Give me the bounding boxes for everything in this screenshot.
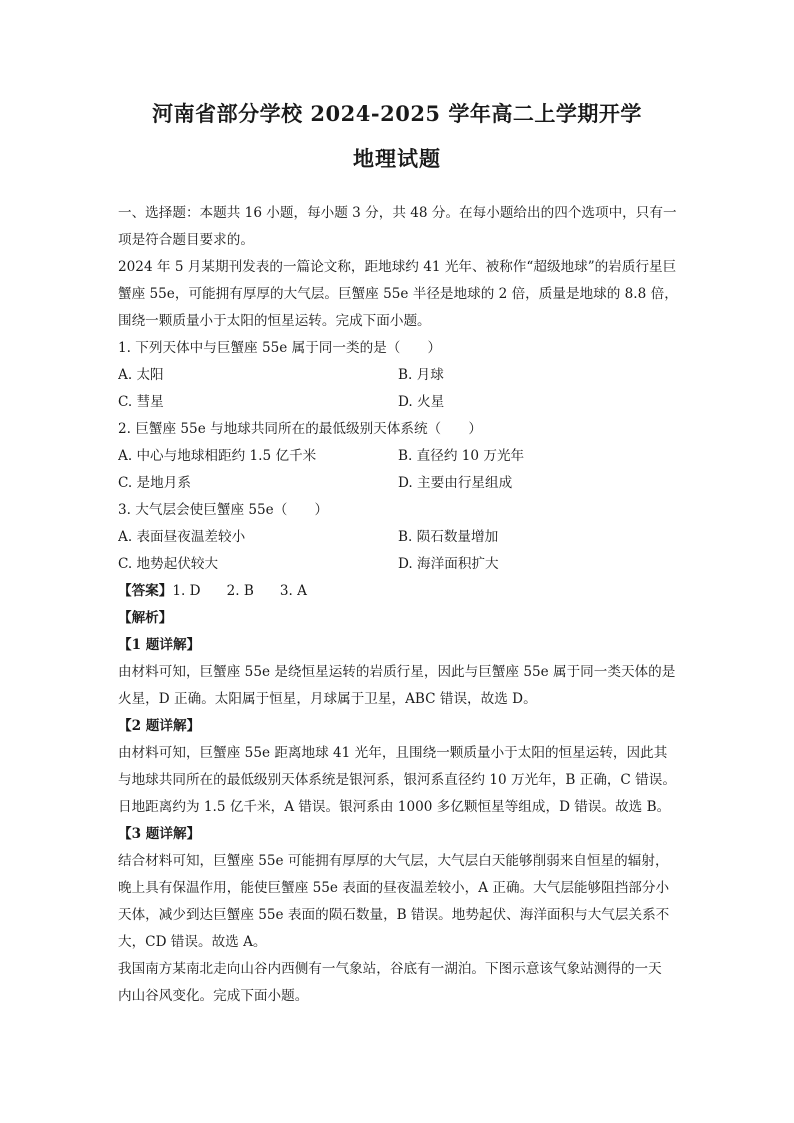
- option-b: B. 陨石数量增加: [398, 529, 499, 545]
- question-2-options-row: [118, 470, 678, 497]
- detail-2-line: 由材料可知，巨蟹座 55e 距离地球 41 光年，且围绕一颗质量小于太阳的恒星运转，因此其: [118, 745, 668, 761]
- material-2-line: 我国南方某南北走向山谷内西侧有一气象站，谷底有一湖泊。下图示意该气象站测得的一天: [118, 961, 662, 977]
- option-b: B. 直径约 10 万光年: [398, 448, 525, 464]
- option-a: A. 表面昼夜温差较小: [118, 529, 246, 545]
- answer-1: 1. D: [172, 583, 201, 599]
- section-intro-line: 一、选择题：本题共 16 小题，每小题 3 分，共 48 分。在每小题给出的四个选项中，只有一: [118, 205, 677, 221]
- section-intro-line: 项是符合题目要求的。: [118, 232, 254, 248]
- document-body: [118, 200, 678, 1010]
- answer-3: 3. A: [279, 583, 307, 599]
- detail-1-line: 火星，D 正确。太阳属于恒星，月球属于卫星，ABC 错误，故选 D。: [118, 691, 537, 707]
- detail-1-line: 由材料可知，巨蟹座 55e 是绕恒星运转的岩质行星，因此与巨蟹座 55e 属于同一类天体的是: [118, 664, 676, 680]
- question-2-options-row: [118, 443, 678, 470]
- material-line: 2024 年 5 月某期刊发表的一篇论文称，距地球约 41 光年、被称作“超级地球”的岩质行星巨: [118, 259, 677, 275]
- option-d: D. 火星: [398, 394, 445, 410]
- detail-2-line: 与地球共同所在的最低级别天体系统是银河系，银河系直径约 10 万光年，B 正确，C 错误。: [118, 772, 676, 788]
- question-3-options-row: [118, 551, 678, 578]
- option-c: C. 是地月系: [118, 475, 191, 491]
- material-2-line: 内山谷风变化。完成下面小题。: [118, 988, 309, 1004]
- option-d: D. 海洋面积扩大: [398, 556, 499, 572]
- analysis-label: 【解析】: [118, 610, 173, 626]
- answer-line: [118, 578, 678, 605]
- material-line: 蟹座 55e，可能拥有厚厚的大气层。巨蟹座 55e 半径是地球的 2 倍，质量是地球的 8.8 倍，: [118, 286, 678, 302]
- question-3-options-row: [118, 524, 678, 551]
- question-1-options-row: [118, 362, 678, 389]
- detail-2-label: 【2 题详解】: [118, 718, 201, 734]
- detail-3-line: 晚上具有保温作用，能使巨蟹座 55e 表面的昼夜温差较小，A 正确。大气层能够阻挡部分小: [118, 880, 670, 896]
- option-b: B. 月球: [398, 367, 444, 383]
- detail-3-line: 大，CD 错误。故选 A。: [118, 934, 267, 950]
- option-d: D. 主要由行星组成: [398, 475, 513, 491]
- answer-label: 【答案】: [118, 583, 173, 599]
- detail-3-line: 天体，减少到达巨蟹座 55e 表面的陨石数量，B 错误。地势起伏、海洋面积与大气层关系不: [118, 907, 670, 923]
- option-c: C. 地势起伏较大: [118, 556, 219, 572]
- question-1-stem: 1. 下列天体中与巨蟹座 55e 属于同一类的是（ ）: [118, 340, 442, 356]
- option-a: A. 太阳: [118, 367, 164, 383]
- question-2-stem: 2. 巨蟹座 55e 与地球共同所在的最低级别天体系统（ ）: [118, 421, 482, 437]
- detail-3-line: 结合材料可知，巨蟹座 55e 可能拥有厚厚的大气层，大气层白天能够削弱来自恒星的辐射，: [118, 853, 669, 869]
- document-subtitle: 地理试题: [353, 146, 441, 171]
- answer-2: 2. B: [226, 583, 254, 599]
- detail-2-line: 日地距离约为 1.5 亿千米，A 错误。银河系由 1000 多亿颗恒星等组成，D 错误。故选 B。: [118, 799, 671, 815]
- detail-3-label: 【3 题详解】: [118, 826, 201, 842]
- material-line: 围绕一颗质量小于太阳的恒星运转。完成下面小题。: [118, 313, 431, 329]
- question-1-options-row: [118, 389, 678, 416]
- question-3-stem: 3. 大气层会使巨蟹座 55e（ ）: [118, 502, 329, 518]
- detail-1-label: 【1 题详解】: [118, 637, 201, 653]
- document-title: 河南省部分学校 2024-2025 学年高二上学期开学: [152, 101, 642, 126]
- option-a: A. 中心与地球相距约 1.5 亿千米: [118, 448, 317, 464]
- option-c: C. 彗星: [118, 394, 164, 410]
